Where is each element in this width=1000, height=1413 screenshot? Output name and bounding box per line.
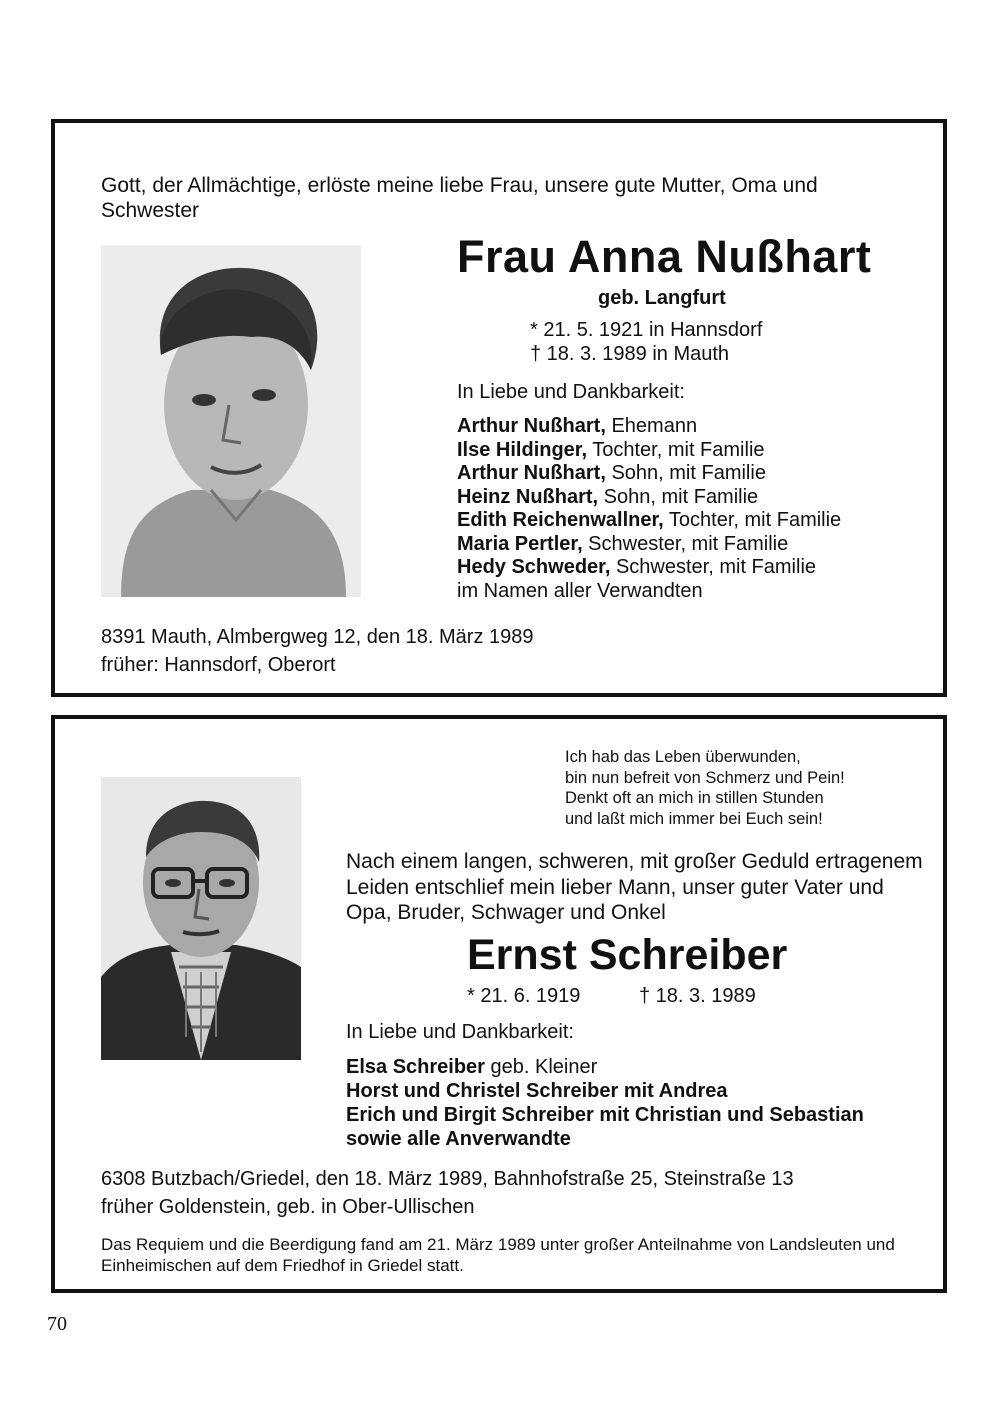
death-date: † 18. 3. 1989 bbox=[639, 985, 756, 1007]
family-member-relation: Schwester, mit Familie bbox=[582, 532, 789, 555]
poem-line: Denkt oft an mich in stillen Stunden bbox=[565, 789, 824, 807]
family-member-name: Arthur Nußhart, bbox=[457, 415, 606, 437]
family-member-name: Heinz Nußhart, bbox=[457, 485, 599, 508]
family-member-name: Ilse Hildinger, bbox=[457, 438, 588, 461]
list-item bbox=[346, 1127, 864, 1151]
list-item bbox=[457, 486, 841, 510]
family-member-relation: geb. Kleiner bbox=[484, 1056, 598, 1078]
birth-date: * 21. 6. 1919 bbox=[467, 985, 581, 1007]
list-item bbox=[457, 509, 841, 533]
family-member-name: Hedy Schweder, bbox=[457, 556, 611, 578]
list-item bbox=[457, 556, 841, 580]
list-item bbox=[346, 1103, 864, 1127]
list-item bbox=[457, 462, 841, 486]
family-member-relation: Tochter, mit Familie bbox=[663, 509, 842, 531]
family-list bbox=[457, 415, 841, 603]
address-block bbox=[101, 1165, 794, 1221]
birth-date: * 21. 5. 1921 in Hannsdorf bbox=[530, 319, 763, 341]
address-block bbox=[101, 623, 534, 679]
page-number: 70 bbox=[47, 1313, 67, 1335]
poem-line: und laßt mich immer bei Euch sein! bbox=[565, 809, 823, 828]
poem-line: Ich hab das Leben überwunden, bbox=[565, 748, 801, 766]
requiem-note: Das Requiem und die Beerdigung fand am 21. März 1989 unter großer Anteilnahme von Landsleuten und Einheimischen auf dem Friedhof in Griedel statt. bbox=[101, 1235, 895, 1275]
family-member-name: Elsa Schreiber bbox=[346, 1056, 485, 1078]
obituary-notice-nusshart bbox=[51, 119, 947, 697]
family-closing: im Namen aller Verwandten bbox=[457, 579, 703, 602]
deceased-name: Frau Anna Nußhart bbox=[457, 231, 872, 282]
family-member-name: Erich und Birgit Schreiber mit Christian und Sebastian bbox=[346, 1104, 864, 1126]
notice2-intro: Nach einem langen, schweren, mit großer Geduld ertragenem Leiden entschlief mein lieber Mann, unser guter Vater und Opa, Bruder, Schwager und Onkel bbox=[346, 850, 923, 924]
list-item bbox=[346, 1055, 864, 1079]
notice1-intro: Gott, der Allmächtige, erlöste meine liebe Frau, unsere gute Mutter, Oma und Schwester bbox=[101, 174, 818, 222]
portrait-photo-woman bbox=[101, 245, 361, 597]
thanks-heading: In Liebe und Dankbarkeit: bbox=[457, 381, 685, 403]
family-member-name: Horst und Christel Schreiber mit Andrea bbox=[346, 1080, 728, 1102]
family-list bbox=[346, 1055, 864, 1151]
family-member-relation: Sohn, mit Familie bbox=[598, 485, 759, 508]
address-line: 6308 Butzbach/Griedel, den 18. März 1989, Bahnhofstraße 25, Steinstraße 13 bbox=[101, 1168, 794, 1190]
family-member-name: Edith Reichenwallner, bbox=[457, 509, 664, 531]
former-address-line: früher Goldenstein, geb. in Ober-Ullischen bbox=[101, 1196, 475, 1218]
death-date: † 18. 3. 1989 in Mauth bbox=[530, 343, 730, 365]
poem bbox=[565, 747, 845, 829]
list-item bbox=[457, 533, 841, 557]
family-member-relation: Ehemann bbox=[605, 415, 698, 437]
family-member-relation: Tochter, mit Familie bbox=[587, 438, 765, 461]
address-line: 8391 Mauth, Almbergweg 12, den 18. März 1989 bbox=[101, 626, 534, 648]
family-member-name: sowie alle Anverwandte bbox=[346, 1128, 571, 1150]
obituary-notice-schreiber bbox=[51, 715, 947, 1293]
family-member-name: Arthur Nußhart, bbox=[457, 462, 606, 484]
former-address-line: früher: Hannsdorf, Oberort bbox=[101, 654, 336, 676]
poem-line: bin nun befreit von Schmerz und Pein! bbox=[565, 768, 845, 787]
deceased-name: Ernst Schreiber bbox=[467, 931, 788, 979]
family-member-name: Maria Pertler, bbox=[457, 532, 583, 555]
list-item bbox=[457, 415, 841, 439]
thanks-heading: In Liebe und Dankbarkeit: bbox=[346, 1021, 574, 1043]
list-item bbox=[457, 439, 841, 463]
family-member-relation: Schwester, mit Familie bbox=[610, 556, 817, 578]
maiden-name: geb. Langfurt bbox=[598, 287, 726, 309]
portrait-photo-man bbox=[101, 777, 301, 1060]
family-member-relation: Sohn, mit Familie bbox=[605, 462, 766, 484]
list-item bbox=[346, 1079, 864, 1103]
